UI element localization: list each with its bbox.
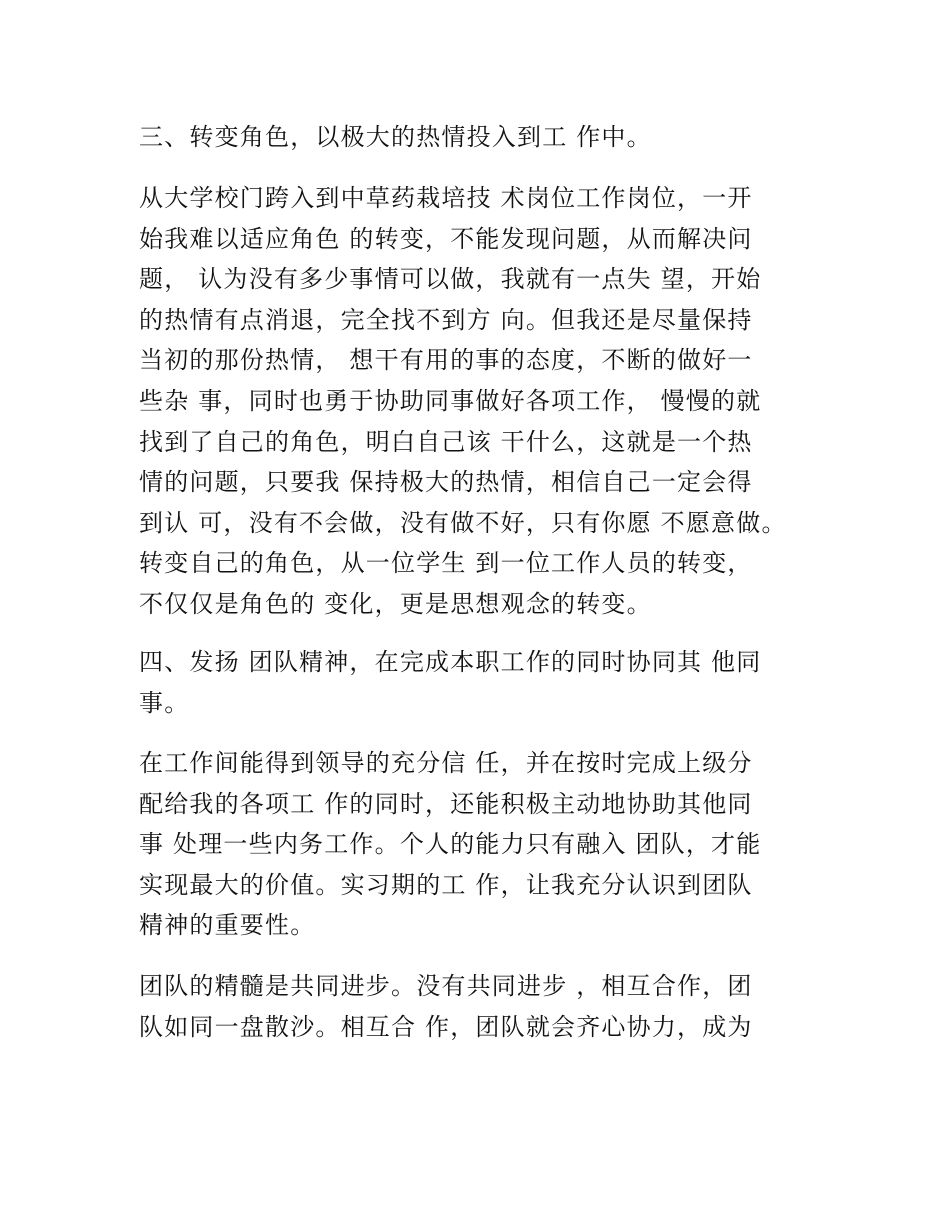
text-line: 当初的那份热情， 想干有用的事的态度，不断的做好一 — [139, 346, 753, 375]
text-line: 四、发扬 团队精神，在完成本职工作的同时协同其 他同 — [139, 648, 762, 676]
text-line: 配给我的各项工 作的同时，还能积极主动地协助其他同 — [139, 789, 753, 818]
text-line: 题， 认为没有多少事情可以做，我就有一点失 望，开始 — [139, 265, 762, 294]
text-line: 情的问题，只要我 保持极大的热情，相信自己一定会得 — [139, 468, 753, 497]
text-line: 事。 — [139, 688, 190, 717]
text-line: 转变自己的角色，从一位学生 到一位工作人员的转变， — [139, 549, 753, 578]
text-line: 到认 可，没有不会做，没有做不好，只有你愿 不愿意做。 — [139, 508, 787, 537]
paragraph-role-change — [139, 178, 839, 625]
text-line: 从大学校门跨入到中草药栽培技 术岗位工作岗位，一开 — [139, 184, 753, 212]
paragraph-team-essence — [139, 966, 839, 1047]
text-line: 些杂 事，同时也勇于协助同事做好各项工作， 慢慢的就 — [139, 386, 762, 415]
text-line: 的热情有点消退，完全找不到方 向。但我还是尽量保持 — [139, 305, 753, 334]
text-line: 不仅仅是角色的 变化，更是思想观念的转变。 — [139, 589, 652, 618]
text-line: 找到了自己的角色，明白自己该 干什么，这就是一个热 — [139, 427, 753, 456]
text-line: 精神的重要性。 — [139, 911, 316, 940]
text-line: 事 处理一些内务工作。个人的能力只有融入 团队，才能 — [139, 830, 762, 859]
paragraph-teamwork — [139, 743, 839, 946]
text-line: 实现最大的价值。实习期的工 作，让我充分认识到团队 — [139, 870, 753, 899]
section-heading-3 — [139, 117, 839, 158]
text-line: 三、转变角色，以极大的热情投入到工 作中。 — [139, 123, 652, 151]
text-line: 团队的精髓是共同进步。没有共同进步 ，相互合作，团 — [139, 972, 753, 1000]
text-line: 队如同一盘散沙。相互合 作，团队就会齐心协力，成为 — [139, 1012, 753, 1041]
text-line: 始我难以适应角色 的转变，不能发现问题，从而解决问 — [139, 224, 753, 253]
section-heading-4 — [139, 642, 839, 723]
text-line: 在工作间能得到领导的充分信 任，并在按时完成上级分 — [139, 749, 753, 777]
